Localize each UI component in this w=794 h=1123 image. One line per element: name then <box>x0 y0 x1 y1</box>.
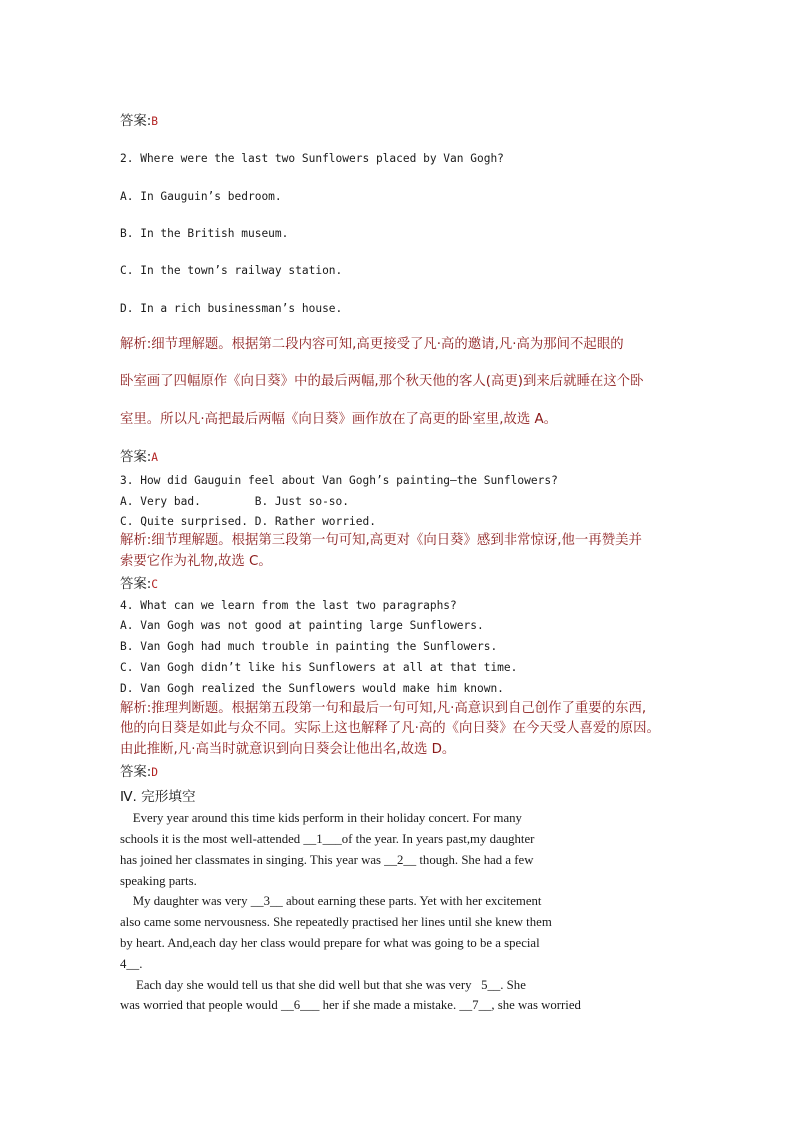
answer-label: 答案: <box>120 450 152 465</box>
cloze-p3-line-1: Each day she would tell us that she did well but that she was very 5__. She <box>120 978 526 992</box>
section-heading: Ⅳ. 完形填空 <box>120 789 196 805</box>
options-3-row-2: C. Quite surprised. D. Rather worried. <box>120 515 376 528</box>
question-2: 2. Where were the last two Sunflowers placed by Van Gogh? <box>120 152 504 165</box>
answer-line-q3 <box>120 576 158 593</box>
question-3: 3. How did Gauguin feel about Van Gogh’s painting—the Sunflowers? <box>120 474 558 487</box>
option-4c: C. Van Gogh didn’t like his Sunflowers at all at that time. <box>120 661 518 674</box>
option-2c: C. In the town’s railway station. <box>120 264 343 277</box>
cloze-p2-line-1: My daughter was very __3__ about earning these parts. Yet with her excitement <box>120 894 542 908</box>
analysis-4-line-3: 由此推断,凡·高当时就意识到向日葵会让他出名,故选 D。 <box>120 742 456 757</box>
answer-value: B <box>151 115 159 128</box>
analysis-3-line-2: 索要它作为礼物,故选 C。 <box>120 554 272 569</box>
answer-label: 答案: <box>120 114 152 129</box>
cloze-p2-line-4: 4__. <box>120 957 143 971</box>
answer-value: C <box>151 578 159 591</box>
analysis-2-line-2: 卧室画了四幅原作《向日葵》中的最后两幅,那个秋天他的客人(高更)到来后就睡在这个卧 <box>120 374 644 389</box>
answer-label: 答案: <box>120 765 152 780</box>
option-4d: D. Van Gogh realized the Sunflowers would make him known. <box>120 682 504 695</box>
answer-line-q2 <box>120 449 158 466</box>
option-4a: A. Van Gogh was not good at painting large Sunflowers. <box>120 619 484 632</box>
option-2a: A. In Gauguin’s bedroom. <box>120 190 282 203</box>
analysis-4-line-2: 他的向日葵是如此与众不同。实际上这也解释了凡·高的《向日葵》在今天受人喜爱的原因。 <box>120 721 660 736</box>
option-4b: B. Van Gogh had much trouble in painting the Sunflowers. <box>120 640 498 653</box>
analysis-4-line-1: 解析:推理判断题。根据第五段第一句和最后一句可知,凡·高意识到自己创作了重要的东西, <box>120 701 647 716</box>
analysis-2-line-1: 解析:细节理解题。根据第二段内容可知,高更接受了凡·高的邀请,凡·高为那间不起眼的 <box>120 337 624 352</box>
cloze-p3-line-2: was worried that people would __6___ her if she made a mistake. __7__, she was worried <box>120 998 581 1012</box>
option-2d: D. In a rich businessman’s house. <box>120 302 343 315</box>
answer-label: 答案: <box>120 577 152 592</box>
cloze-p2-line-2: also came some nervousness. She repeatedly practised her lines until she knew them <box>120 915 552 929</box>
options-3-row-1: A. Very bad. B. Just so-so. <box>120 495 350 508</box>
question-4: 4. What can we learn from the last two paragraphs? <box>120 599 457 612</box>
answer-value: D <box>151 766 159 779</box>
cloze-p1-line-4: speaking parts. <box>120 874 197 888</box>
cloze-p1-line-1: Every year around this time kids perform in their holiday concert. For many <box>120 811 522 825</box>
answer-line-q4 <box>120 764 158 781</box>
cloze-p2-line-3: by heart. And,each day her class would prepare for what was going to be a special <box>120 936 540 950</box>
answer-value: A <box>151 451 159 464</box>
analysis-2-line-3: 室里。所以凡·高把最后两幅《向日葵》画作放在了高更的卧室里,故选 A。 <box>120 412 558 427</box>
answer-line-q1 <box>120 113 158 130</box>
cloze-p1-line-3: has joined her classmates in singing. This year was __2__ though. She had a few <box>120 853 534 867</box>
cloze-p1-line-2: schools it is the most well-attended __1___of the year. In years past,my daughter <box>120 832 535 846</box>
option-2b: B. In the British museum. <box>120 227 289 240</box>
analysis-3-line-1: 解析:细节理解题。根据第三段第一句可知,高更对《向日葵》感到非常惊讶,他一再赞美并 <box>120 533 642 548</box>
